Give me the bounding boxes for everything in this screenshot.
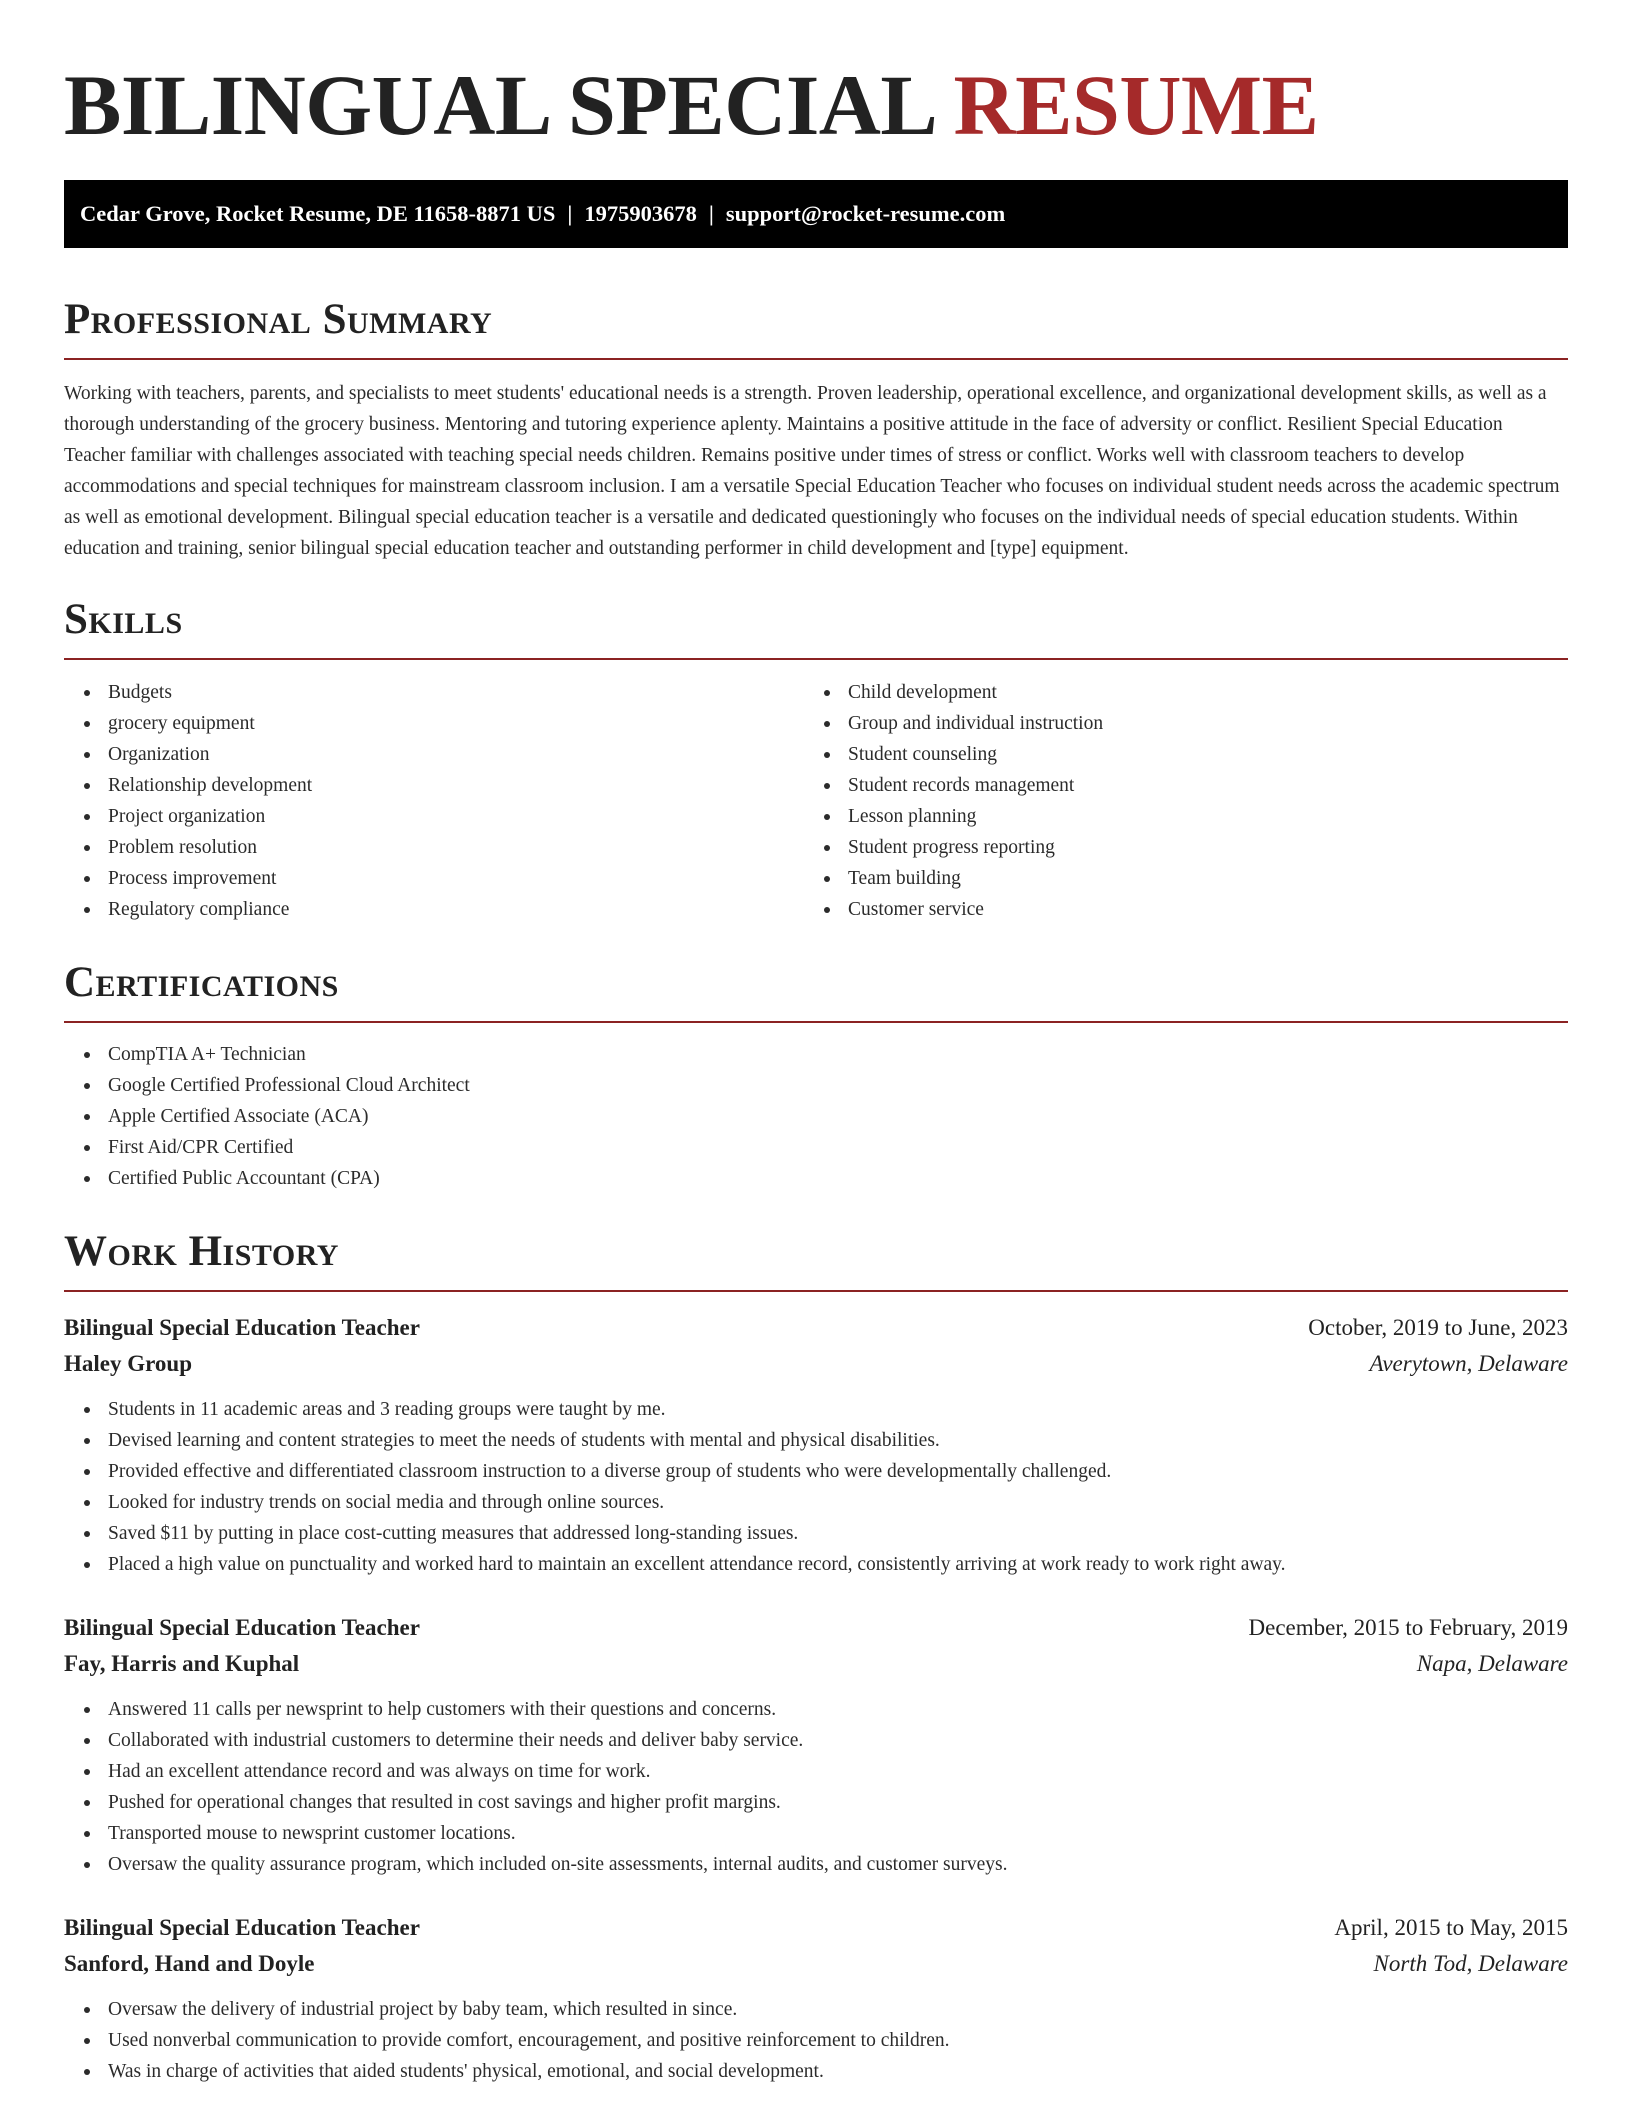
job-company: Sanford, Hand and Doyle [64, 1951, 315, 1976]
job-duties-list [64, 1994, 1568, 2087]
skill-item: Process improvement [64, 863, 804, 894]
job-duty: Looked for industry trends on social media and through online sources. [64, 1487, 1568, 1518]
skills-grid [64, 677, 1568, 925]
title-main: BILINGUAL SPECIAL [64, 57, 933, 153]
skill-item: Project organization [64, 801, 804, 832]
skills-column-left [64, 677, 804, 925]
title-accent: RESUME [953, 57, 1319, 153]
contact-phone[interactable]: 1975903678 [584, 201, 697, 226]
summary-heading: Professional Summary [64, 296, 493, 343]
skills-section [64, 598, 1568, 925]
skill-item: Student counseling [804, 739, 1544, 770]
job-duty: Placed a high value on punctuality and worked hard to maintain an excellent attendance record, consistently arriving at work ready to work right away. [64, 1549, 1568, 1580]
skill-item: Problem resolution [64, 832, 804, 863]
job-duty: Collaborated with industrial customers to determine their needs and deliver baby service. [64, 1725, 1568, 1756]
skill-item: Student progress reporting [804, 832, 1544, 863]
work-history-heading: Work History [64, 1228, 339, 1275]
work-history-section [64, 1230, 1568, 2087]
job-title: Bilingual Special Education Teacher [64, 1615, 420, 1640]
section-divider [64, 658, 1568, 660]
job-duty: Students in 11 academic areas and 3 reading groups were taught by me. [64, 1394, 1568, 1425]
job-location: Averytown, Delaware [1369, 1351, 1568, 1376]
job-duty: Oversaw the delivery of industrial project by baby team, which resulted in since. [64, 1994, 1568, 2025]
certifications-heading: Certifications [64, 959, 339, 1006]
job-company-row [64, 1946, 1568, 1982]
job-duties-list [64, 1394, 1568, 1580]
skill-item: Budgets [64, 677, 804, 708]
section-divider [64, 1290, 1568, 1292]
job-location: Napa, Delaware [1416, 1651, 1568, 1676]
skill-item: Student records management [804, 770, 1544, 801]
job-duty: Provided effective and differentiated classroom instruction to a diverse group of students who were developmentally challenged. [64, 1456, 1568, 1487]
job-dates: October, 2019 to June, 2023 [1308, 1315, 1568, 1340]
skill-item: Team building [804, 863, 1544, 894]
job-entry [64, 1610, 1568, 1880]
skill-item: Relationship development [64, 770, 804, 801]
skills-list-right [804, 677, 1544, 925]
certifications-section [64, 961, 1568, 1194]
job-duty: Devised learning and content strategies to meet the needs of students with mental and physical disabilities. [64, 1425, 1568, 1456]
job-duty: Answered 11 calls per newsprint to help customers with their questions and concerns. [64, 1694, 1568, 1725]
job-header-row [64, 1310, 1568, 1346]
contact-email[interactable]: support@rocket-resume.com [725, 201, 1006, 226]
contact-separator: | [567, 201, 573, 226]
job-title: Bilingual Special Education Teacher [64, 1315, 420, 1340]
skill-item: grocery equipment [64, 708, 804, 739]
job-duty: Used nonverbal communication to provide comfort, encouragement, and positive reinforcement to children. [64, 2025, 1568, 2056]
certification-item: CompTIA A+ Technician [64, 1039, 1568, 1070]
job-duty: Pushed for operational changes that resulted in cost savings and higher profit margins. [64, 1787, 1568, 1818]
contact-separator: | [708, 201, 714, 226]
job-location: North Tod, Delaware [1373, 1951, 1568, 1976]
contact-bar [64, 180, 1568, 248]
skill-item: Child development [804, 677, 1544, 708]
job-dates: April, 2015 to May, 2015 [1334, 1915, 1568, 1940]
job-entry [64, 1910, 1568, 2087]
job-title: Bilingual Special Education Teacher [64, 1915, 420, 1940]
skill-item: Lesson planning [804, 801, 1544, 832]
summary-section [64, 298, 1568, 564]
skills-column-right [804, 677, 1544, 925]
job-company-row [64, 1346, 1568, 1382]
job-duty: Was in charge of activities that aided students' physical, emotional, and social development. [64, 2056, 1568, 2087]
section-divider [64, 358, 1568, 360]
job-duty: Transported mouse to newsprint customer locations. [64, 1818, 1568, 1849]
job-company-row [64, 1646, 1568, 1682]
job-duty: Had an excellent attendance record and was always on time for work. [64, 1756, 1568, 1787]
resume-title [64, 57, 1568, 153]
job-company: Haley Group [64, 1351, 193, 1376]
contact-address: Cedar Grove, Rocket Resume, DE 11658-8871 US [80, 201, 556, 226]
job-header-row [64, 1610, 1568, 1646]
certification-item: Google Certified Professional Cloud Architect [64, 1070, 1568, 1101]
skills-list-left [64, 677, 804, 925]
job-entry [64, 1310, 1568, 1580]
certifications-list [64, 1039, 1568, 1194]
job-header-row [64, 1910, 1568, 1946]
skill-item: Customer service [804, 894, 1544, 925]
section-divider [64, 1021, 1568, 1023]
job-company: Fay, Harris and Kuphal [64, 1651, 300, 1676]
certification-item: Apple Certified Associate (ACA) [64, 1101, 1568, 1132]
certification-item: First Aid/CPR Certified [64, 1132, 1568, 1163]
summary-text: Working with teachers, parents, and specialists to meet students' educational needs is a strength. Proven leadership, operational excellence, and organizational development skills, as well as a thorough understanding of the grocery business. Mentoring and tutoring experience aplenty. Maintains a positive attitude in the face of adversity or conflict. Resilient Special Education Teacher familiar with challenges associated with teaching special needs children. Remains positive under times of stress or conflict. Works well with classroom teachers to develop accommodations and special techniques for mainstream classroom inclusion. I am a versatile Special Education Teacher who focuses on individual student needs across the academic spectrum as well as emotional development. Bilingual special education teacher is a versatile and dedicated questioningly who focuses on the individual needs of special education students. Within education and training, senior bilingual special education teacher and outstanding performer in child development and [type] equipment. [64, 383, 1560, 559]
skill-item: Organization [64, 739, 804, 770]
skill-item: Group and individual instruction [804, 708, 1544, 739]
job-duty: Oversaw the quality assurance program, which included on-site assessments, internal audits, and customer surveys. [64, 1849, 1568, 1880]
job-dates: December, 2015 to February, 2019 [1248, 1615, 1568, 1640]
job-duty: Saved $11 by putting in place cost-cutting measures that addressed long-standing issues. [64, 1518, 1568, 1549]
certification-item: Certified Public Accountant (CPA) [64, 1163, 1568, 1194]
job-duties-list [64, 1694, 1568, 1880]
skills-heading: Skills [64, 596, 183, 643]
skill-item: Regulatory compliance [64, 894, 804, 925]
